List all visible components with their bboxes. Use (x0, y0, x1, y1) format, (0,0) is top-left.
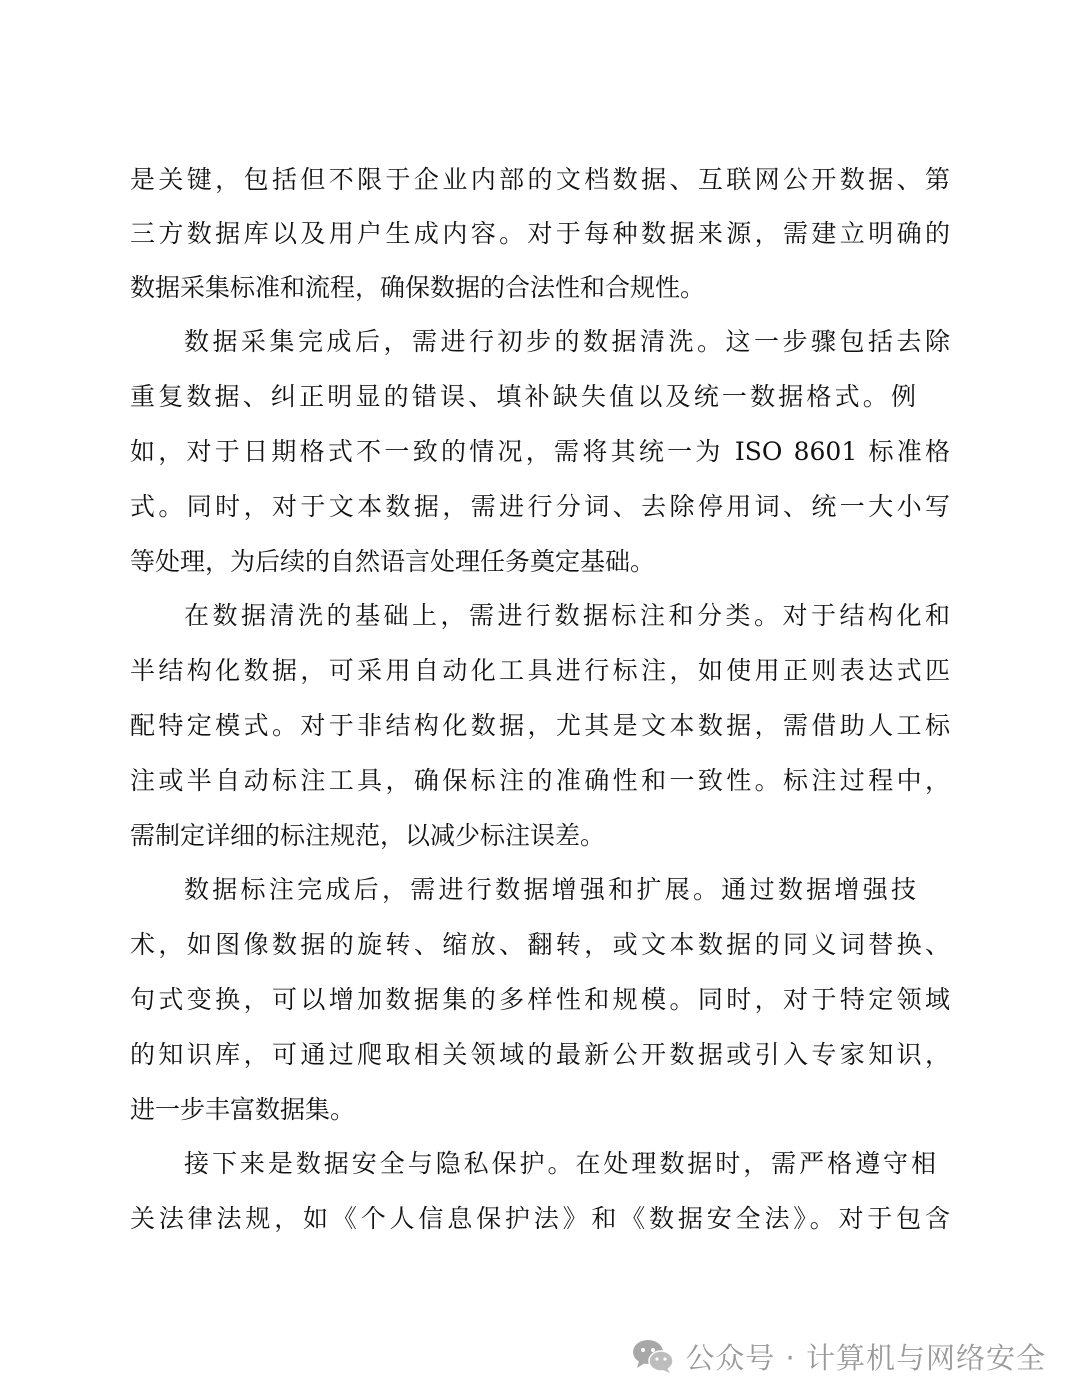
wechat-icon (631, 1337, 675, 1375)
text-line: 的知识库，可通过爬取相关领域的最新公开数据或引入专家知识， (130, 1040, 950, 1069)
watermark (631, 1334, 1046, 1378)
text-line: 如，对于日期格式不一致的情况，需将其统一为 ISO 8601 标准格 (130, 437, 950, 466)
text-line: 接下来是数据安全与隐私保护。在处理数据时，需严格遵守相 (184, 1149, 936, 1178)
text-line: 句式变换，可以增加数据集的多样性和规模。同时，对于特定领域 (130, 985, 950, 1014)
text-line: 数据采集标准和流程，确保数据的合法性和合规性。 (130, 273, 706, 302)
text-line: 关法律法规，如《个人信息保护法》和《数据安全法》。对于包含 (130, 1204, 950, 1233)
text-line: 数据标注完成后，需进行数据增强和扩展。通过数据增强技 (184, 875, 916, 904)
watermark-text: 公众号 · 计算机与网络安全 (685, 1340, 1046, 1375)
text-line: 式。同时，对于文本数据，需进行分词、去除停用词、统一大小写 (130, 492, 950, 521)
text-line: 等处理，为后续的自然语言处理任务奠定基础。 (130, 547, 656, 576)
text-line: 配特定模式。对于非结构化数据，尤其是文本数据，需借助人工标 (130, 711, 950, 740)
text-line: 在数据清洗的基础上，需进行数据标注和分类。对于结构化和 (184, 601, 950, 630)
text-line: 是关键，包括但不限于企业内部的文档数据、互联网公开数据、第 (130, 165, 950, 194)
text-line: 术，如图像数据的旋转、缩放、翻转，或文本数据的同义词替换、 (130, 930, 950, 959)
text-line: 进一步丰富数据集。 (130, 1095, 356, 1124)
text-line: 重复数据、纠正明显的错误、填补缺失值以及统一数据格式。例 (130, 382, 916, 411)
text-line: 半结构化数据，可采用自动化工具进行标注，如使用正则表达式匹 (130, 656, 950, 685)
text-line: 数据采集完成后，需进行初步的数据清洗。这一步骤包括去除 (184, 327, 950, 356)
text-line: 需制定详细的标注规范，以减少标注误差。 (130, 821, 606, 850)
text-line: 注或半自动标注工具，确保标注的准确性和一致性。标注过程中， (130, 766, 950, 795)
text-line: 三方数据库以及用户生成内容。对于每种数据来源，需建立明确的 (130, 219, 950, 248)
